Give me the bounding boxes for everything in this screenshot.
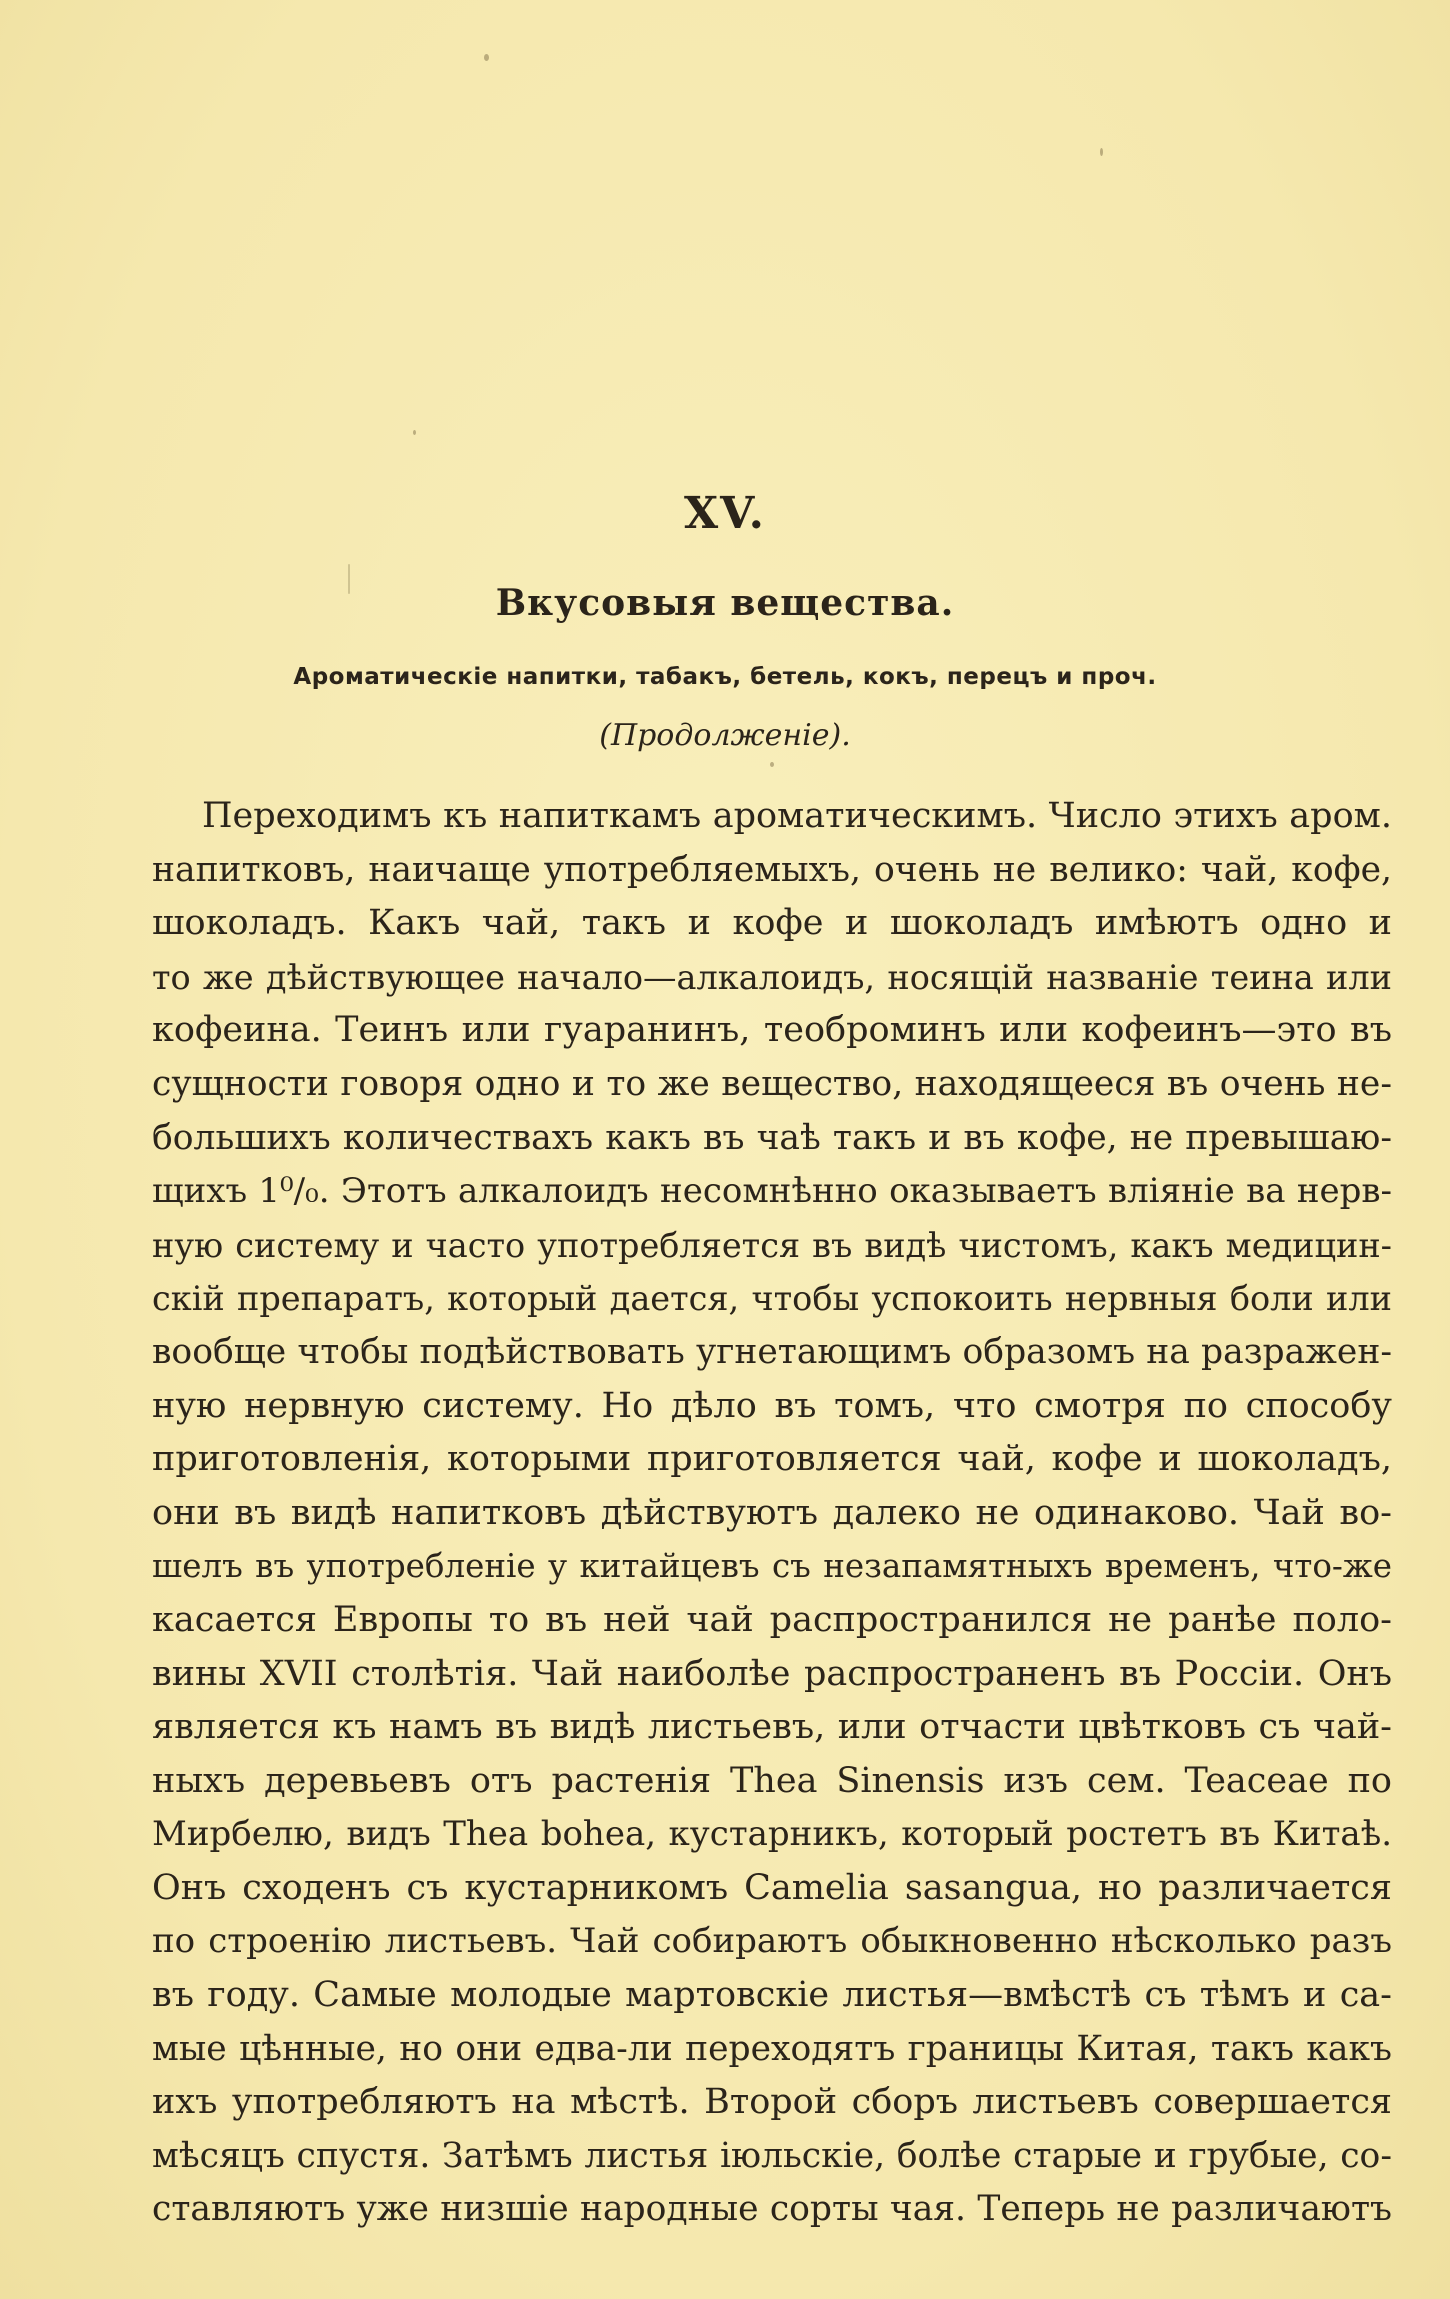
text-line: въ году. Самые молодые мартовскіе листья—вмѣстѣ съ тѣмъ и са- xyxy=(152,1975,1392,2016)
text-line: Переходимъ къ напиткамъ ароматическимъ. Число этихъ аром. xyxy=(202,796,1392,836)
chapter-number: XV. xyxy=(684,488,766,539)
text-line: ихъ употребляютъ на мѣстѣ. Второй сборъ листьевъ совершается xyxy=(152,2082,1392,2123)
text-line: скій препаратъ, который дается, чтобы успокоить нервныя боли или xyxy=(152,1279,1392,1319)
text-line: большихъ количествахъ какъ въ чаѣ такъ и въ кофе, не превышаю- xyxy=(152,1117,1392,1158)
text-line: вообще чтобы подѣйствовать угнетающимъ образомъ на разражен- xyxy=(152,1331,1392,1372)
text-line: вины XVII столѣтія. Чай наиболѣе распространенъ въ Россіи. Онъ xyxy=(152,1653,1392,1694)
text-line: по строенію листьевъ. Чай собираютъ обыкновенно нѣсколько разъ xyxy=(152,1921,1392,1962)
text-line: Онъ сходенъ съ кустарникомъ Camelia sasangua, но различается xyxy=(152,1867,1392,1908)
text-line: напитковъ, наичаще употребляемыхъ, очень не велико: чай, кофе, xyxy=(152,849,1392,890)
text-line: приготовленія, которыми приготовляется чай, кофе и шоколадъ, xyxy=(152,1439,1392,1480)
text-line: ныхъ деревьевъ отъ растенія Thea Sinensis изъ сем. Teaceae по xyxy=(152,1760,1392,1801)
text-line: кофеина. Теинъ или гуаранинъ, теоброминъ или кофеинъ—это въ xyxy=(152,1010,1392,1051)
text-line: сущности говоря одно и то же вещество, находящееся въ очень не- xyxy=(152,1063,1392,1104)
chapter-subtitle: Ароматическіе напитки, табакъ, бетель, кокъ, перецъ и проч. xyxy=(293,664,1157,690)
text-line: ную нервную систему. Но дѣло въ томъ, что смотря по способу xyxy=(152,1385,1392,1426)
text-line: ную систему и часто употребляется въ видѣ чистомъ, какъ медицин- xyxy=(152,1225,1392,1265)
chapter-title: Вкусовыя вещества. xyxy=(495,582,955,624)
text-line: щихъ 1⁰/₀. Этотъ алкалоидъ несомнѣнно оказываетъ вліяніе ва нерв- xyxy=(152,1171,1392,1212)
text-line: они въ видѣ напитковъ дѣйствуютъ далеко не одинаково. Чай во- xyxy=(152,1492,1392,1533)
text-line: шоколадъ. Какъ чай, такъ и кофе и шоколадъ имѣютъ одно и xyxy=(152,903,1392,944)
text-line: ставляютъ уже низшіе народные сорты чая. Теперь не различаютъ xyxy=(152,2189,1392,2230)
text-line: мѣсяцъ спустя. Затѣмъ листья іюльскіе, болѣе старые и грубые, со- xyxy=(152,2135,1392,2176)
paper-speck xyxy=(1100,148,1103,156)
text-line: то же дѣйствующее начало—алкалоидъ, носящій названіе теина или xyxy=(152,957,1392,997)
body-text xyxy=(152,790,1392,2237)
text-line: касается Европы то въ ней чай распространился не ранѣе поло- xyxy=(152,1599,1392,1640)
paper-speck xyxy=(413,430,416,435)
continuation-note: (Продолженіе). xyxy=(599,718,851,753)
text-line: мые цѣнные, но они едва-ли переходятъ границы Китая, такъ какъ xyxy=(152,2028,1392,2069)
text-line: Мирбелю, видъ Thea bohea, кустарникъ, который ростетъ въ Китаѣ. xyxy=(152,1814,1392,1855)
paper-speck xyxy=(484,54,489,61)
paper-speck xyxy=(770,762,774,767)
text-line: шелъ въ употребленіе у китайцевъ съ незапамятныхъ временъ, что-же xyxy=(152,1547,1392,1586)
text-line: является къ намъ въ видѣ листьевъ, или отчасти цвѣтковъ съ чай- xyxy=(152,1707,1392,1748)
